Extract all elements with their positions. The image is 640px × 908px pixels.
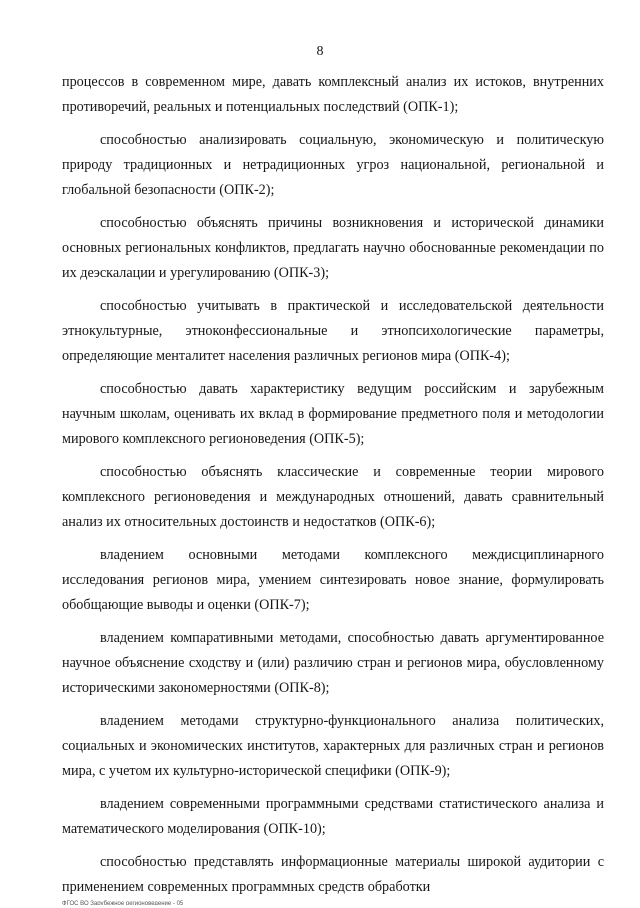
paragraph: способностью объяснять причины возникновения и исторической динамики основных региональных конфликтов, предлагать научно обоснованные рекомендации по их деэскалации и урегулированию (ОПК-3);	[62, 215, 604, 281]
body-text	[62, 70, 604, 908]
paragraph: владением методами структурно-функционального анализа политических, социальных и экономических институтов, характерных для различных стран и регионов мира, с учетом их культурно-исторической специфики (ОПК-9);	[62, 713, 604, 779]
paragraph: способностью объяснять классические и современные теории мирового комплексного регионоведения и международных отношений, давать сравнительный анализ их относительных достоинств и недостатков (ОПК-6);	[62, 464, 604, 530]
paragraph: способностью представлять информационные материалы широкой аудитории с применением современных программных средств обработки	[62, 854, 604, 895]
paragraph: владением компаративными методами, способностью давать аргументированное научное объяснение сходству и (или) различию стран и регионов мира, обусловленному историческими закономерностями (ОПК-8);	[62, 630, 604, 696]
page-number: 8	[316, 44, 324, 59]
paragraph: владением современными программными средствами статистического анализа и математического моделирования (ОПК-10);	[62, 796, 604, 837]
paragraph: владением основными методами комплексного междисциплинарного исследования регионов мира, умением синтезировать новое знание, формулировать обобщающие выводы и оценки (ОПК-7);	[62, 547, 604, 613]
paragraph: способностью давать характеристику ведущим российским и зарубежным научным школам, оценивать их вклад в формирование предметного поля и методологии мирового комплексного регионоведения (ОПК-5);	[62, 381, 604, 447]
paragraph: способностью учитывать в практической и исследовательской деятельности этнокультурные, этноконфессиональные и этнопсихологические параметры, определяющие менталитет населения различных регионов мира (ОПК-4);	[62, 298, 604, 364]
paragraph: процессов в современном мире, давать комплексный анализ их истоков, внутренних противоречий, реальных и потенциальных последствий (ОПК-1);	[62, 74, 604, 115]
page-footer: ФГОС ВО Зарубежное регионоведение - 05	[62, 901, 184, 905]
paragraph: способностью анализировать социальную, экономическую и политическую природу традиционных и нетрадиционных угроз национальной, региональной и глобальной безопасности (ОПК-2);	[62, 132, 604, 198]
